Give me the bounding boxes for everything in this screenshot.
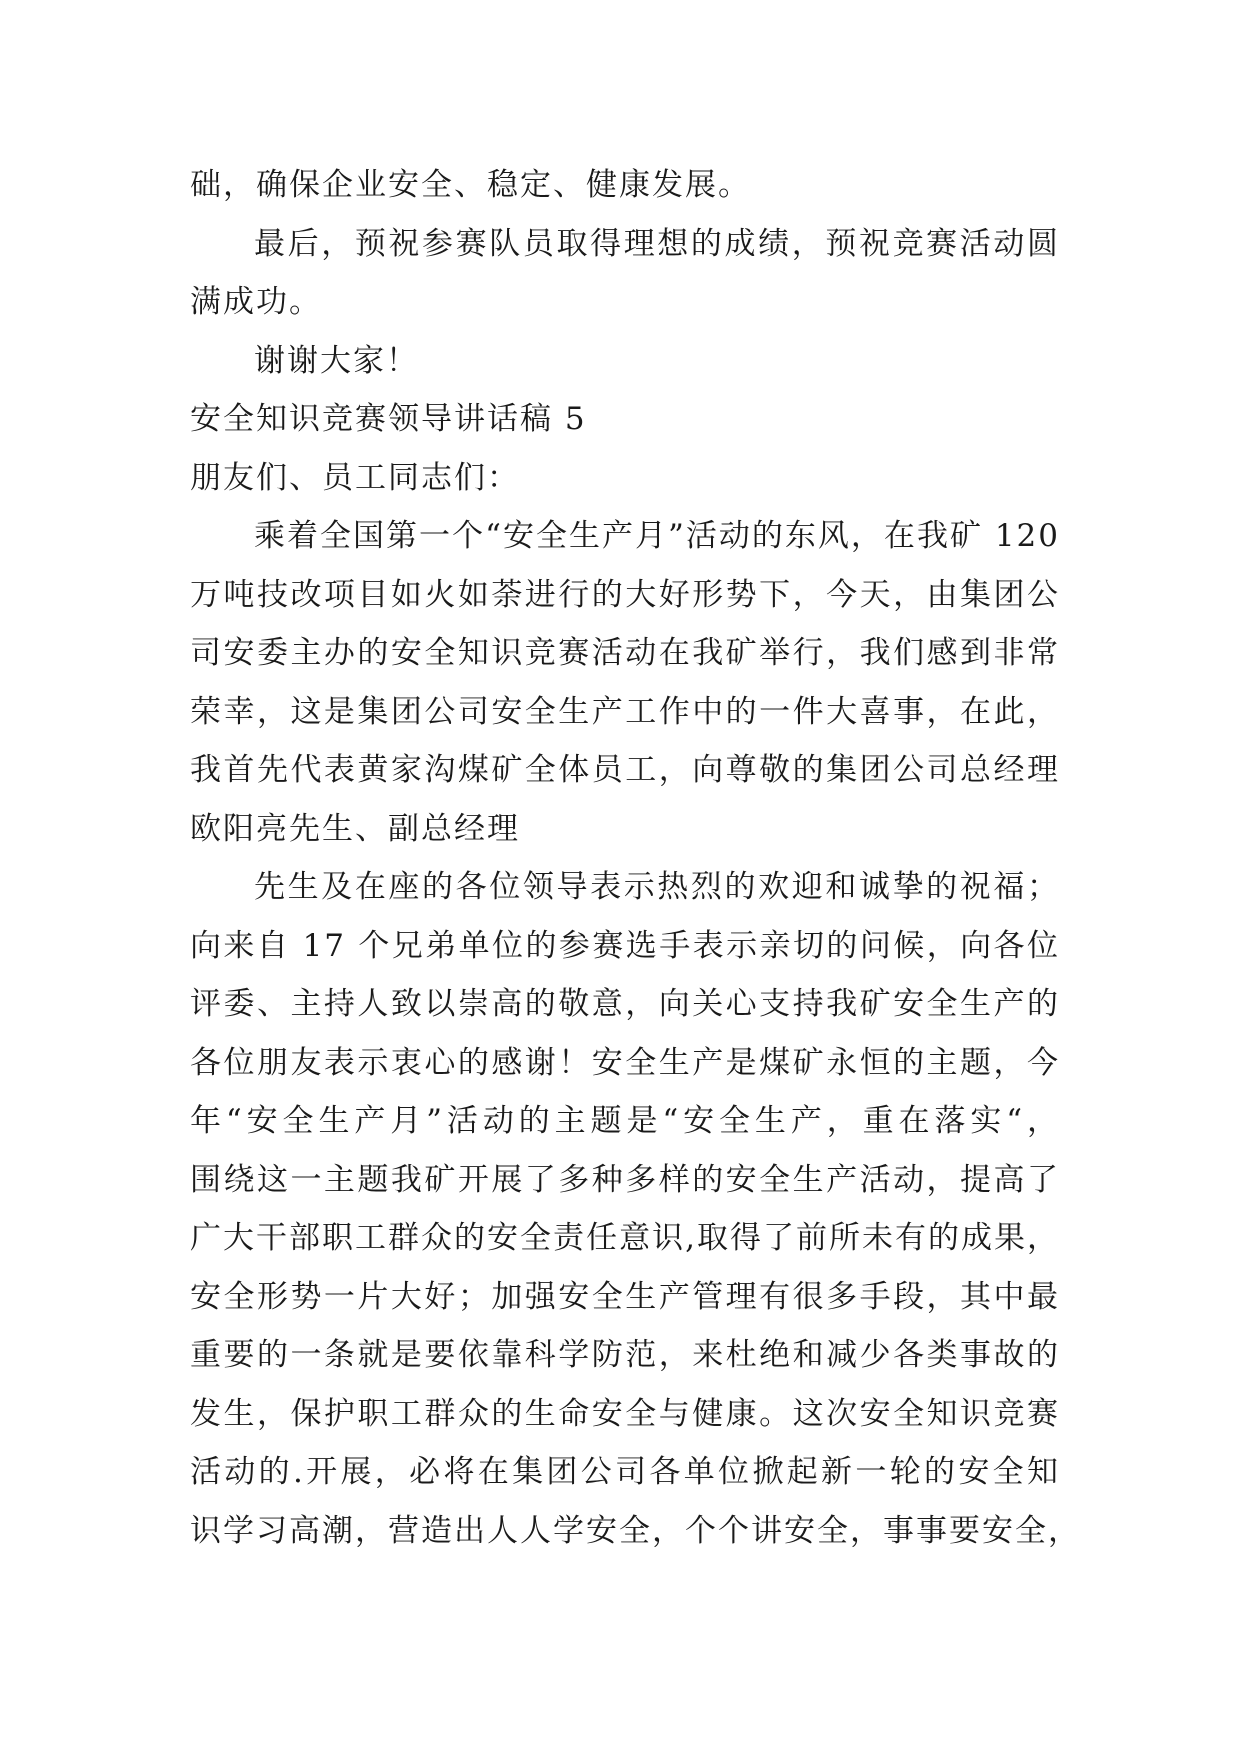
text-line: 识学习高潮，营造出人人学安全，个个讲安全，事事要安全， xyxy=(190,1512,1081,1549)
text-line: 司安委主办的安全知识竞赛活动在我矿举行，我们感到非常 xyxy=(190,635,1060,671)
document-body xyxy=(190,156,1081,1560)
text-line: 重要的一条就是要依靠科学防范，来杜绝和减少各类事故的 xyxy=(190,1337,1060,1373)
text-line: 活动的.开展，必将在集团公司各单位掀起新一轮的安全知 xyxy=(190,1454,1060,1490)
text-line: 年“安全生产月”活动的主题是“安全生产，重在落实“， xyxy=(190,1103,1060,1139)
text-line: 乘着全国第一个“安全生产月”活动的东风，在我矿 120 xyxy=(254,518,1060,554)
text-line: 满成功。 xyxy=(190,284,322,320)
text-line: 最后，预祝参赛队员取得理想的成绩，预祝竞赛活动圆 xyxy=(254,225,1060,262)
text-line: 各位朋友表示衷心的感谢！安全生产是煤矿永恒的主题，今 xyxy=(190,1044,1060,1081)
text-line: 万吨技改项目如火如荼进行的大好形势下，今天，由集团公 xyxy=(190,576,1060,613)
section-heading: 安全知识竞赛领导讲话稿 5 xyxy=(190,401,587,437)
text-line: 安全形势一片大好；加强安全生产管理有很多手段，其中最 xyxy=(190,1278,1060,1315)
text-line: 评委、主持人致以崇高的敬意，向关心支持我矿安全生产的 xyxy=(190,986,1060,1022)
salutation: 朋友们、员工同志们： xyxy=(190,459,520,496)
text-line: 发生，保护职工群众的生命安全与健康。这次安全知识竞赛 xyxy=(190,1395,1060,1432)
text-line: 欧阳亮先生、副总经理 xyxy=(190,810,520,847)
text-line: 先生及在座的各位领导表示热烈的欢迎和诚挚的祝福； xyxy=(254,869,1060,905)
text-line: 广大干部职工群众的安全责任意识,取得了前所未有的成果， xyxy=(190,1220,1060,1256)
text-line: 础，确保企业安全、稳定、健康发展。 xyxy=(190,167,751,203)
text-line: 围绕这一主题我矿开展了多种多样的安全生产活动，提高了 xyxy=(190,1161,1060,1198)
text-line: 我首先代表黄家沟煤矿全体员工，向尊敬的集团公司总经理 xyxy=(190,752,1060,788)
text-line: 荣幸，这是集团公司安全生产工作中的一件大喜事，在此， xyxy=(190,693,1060,730)
text-line: 谢谢大家！ xyxy=(254,342,419,379)
text-line: 向来自 17 个兄弟单位的参赛选手表示亲切的问候，向各位 xyxy=(190,927,1060,964)
